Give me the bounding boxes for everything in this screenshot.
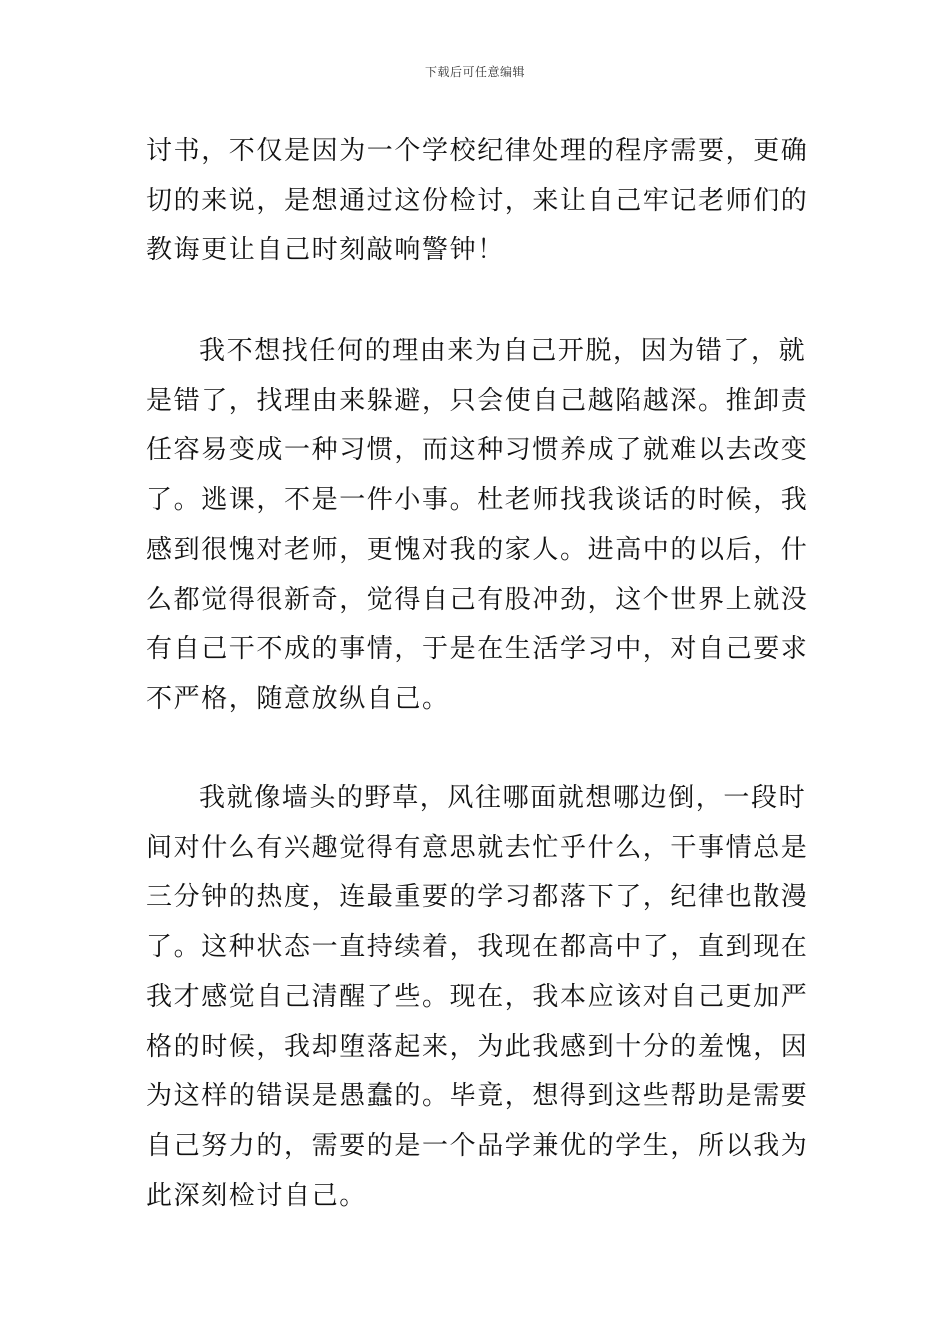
paragraph-2: 我不想找任何的理由来为自己开脱，因为错了，就是错了，找理由来躲避，只会使自己越陷越深。推卸责任容易变成一种习惯，而这种习惯养成了就难以去改变了。逃课，不是一件小事。杜老师找我谈话的时候，我感到很愧对老师，更愧对我的家人。进高中的以后，什么都觉得很新奇，觉得自己有股冲劲，这个世界上就没有自己干不成的事情，于是在生活学习中，对自己要求不严格，随意放纵自己。	[146, 336, 809, 714]
paragraph-3: 我就像墙头的野草，风往哪面就想哪边倒，一段时间对什么有兴趣觉得有意思就去忙乎什么，干事情总是三分钟的热度，连最重要的学习都落下了，纪律也散漫了。这种状态一直持续着，我现在都高中了，直到现在我才感觉自己清醒了些。现在，我本应该对自己更加严格的时候，我却堕落起来，为此我感到十分的羞愧，因为这样的错误是愚蠢的。毕竟，想得到这些帮助是需要自己努力的，需要的是一个品学兼优的学生，所以我为此深刻检讨自己。	[146, 783, 809, 1211]
page-header: 下载后可任意编辑	[424, 65, 525, 79]
paragraph-1: 讨书，不仅是因为一个学校纪律处理的程序需要，更确切的来说，是想通过这份检讨，来让自己牢记老师们的教诲更让自己时刻敲响警钟！	[146, 136, 809, 266]
